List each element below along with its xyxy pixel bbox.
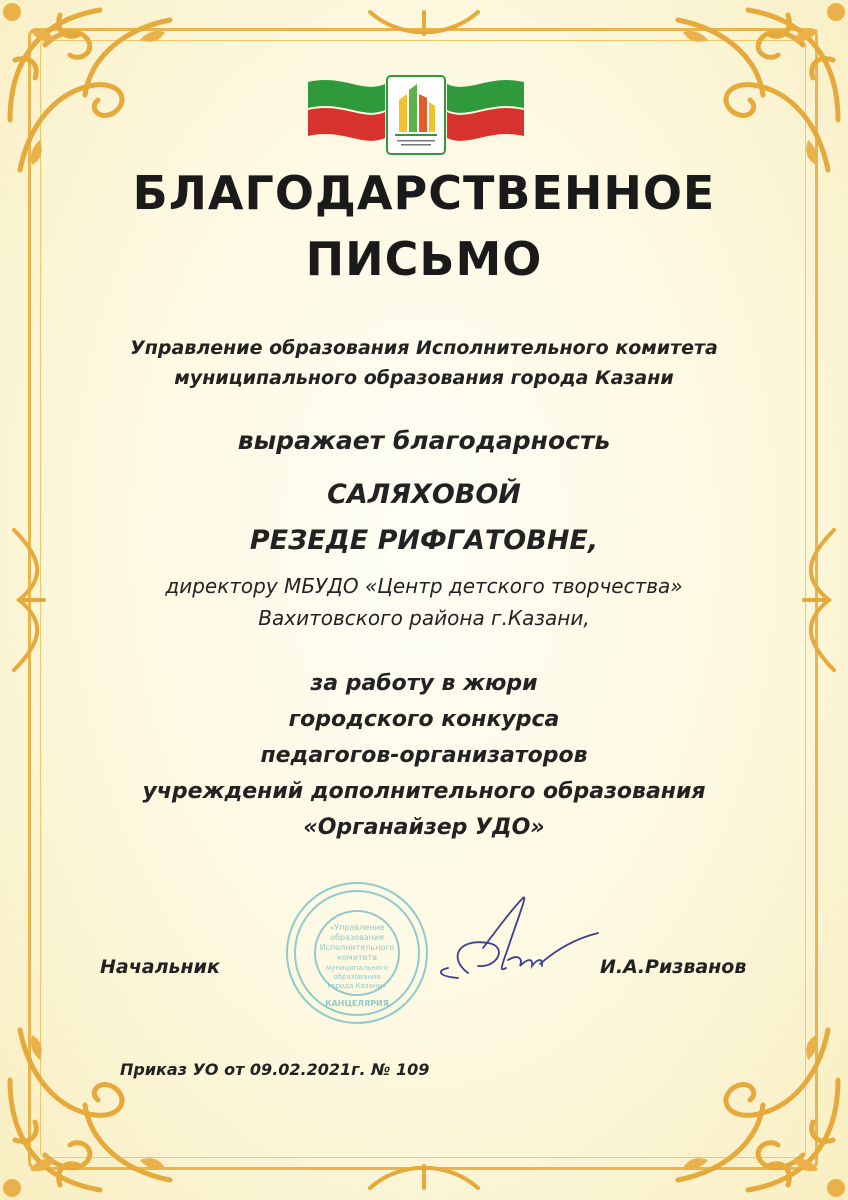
- handwritten-signature-icon: [428, 888, 603, 988]
- ornament-corner-icon: [0, 0, 190, 190]
- svg-text:образования: образования: [330, 933, 384, 942]
- official-stamp-icon: [282, 878, 432, 1028]
- document-title-line1: БЛАГОДАРСТВЕННОЕ: [132, 166, 716, 220]
- issuer-line2: муниципального образования города Казани: [174, 367, 674, 389]
- ornament-corner-icon: [0, 1010, 190, 1200]
- kazan-education-emblem-icon: [303, 72, 529, 162]
- reason-line: учреждений дополнительного образования: [142, 779, 706, 804]
- svg-text:комитета: комитета: [336, 953, 378, 962]
- order-reference: Приказ УО от 09.02.2021г. № 109: [120, 1060, 430, 1079]
- recipient-position-line1: директору МБУДО «Центр детского творчества»: [165, 574, 683, 598]
- svg-text:образования: образования: [333, 973, 381, 981]
- ornament-bottom-icon: [360, 1156, 488, 1196]
- recipient-position-line2: Вахитовского района г.Казани,: [258, 606, 590, 630]
- svg-text:Исполнительного: Исполнительного: [319, 943, 395, 952]
- reason-line: «Органайзер УДО»: [303, 815, 545, 840]
- svg-text:муниципального: муниципального: [325, 964, 389, 972]
- reason-line: педагогов-организаторов: [260, 743, 588, 768]
- issuer-line1: Управление образования Исполнительного комитета: [130, 337, 718, 359]
- recipient-given-names: РЕЗЕДЕ РИФГАТОВНЕ,: [249, 525, 599, 556]
- reason-line: городского конкурса: [288, 707, 560, 732]
- signature-name: И.А.Ризванов: [600, 956, 747, 978]
- document-title-line2: ПИСЬМО: [305, 232, 543, 286]
- ornament-corner-icon: [658, 1010, 848, 1200]
- ornament-top-icon: [360, 4, 488, 44]
- ornament-corner-icon: [658, 0, 848, 190]
- svg-text:города Казани»: города Казани»: [327, 982, 387, 990]
- reason-line: за работу в жюри: [310, 671, 538, 696]
- expresses-gratitude: выражает благодарность: [237, 426, 611, 455]
- signature-role: Начальник: [100, 956, 220, 978]
- svg-text:«Управление: «Управление: [329, 923, 385, 932]
- recipient-surname: САЛЯХОВОЙ: [327, 479, 521, 510]
- stamp-bottom-text: КАНЦЕЛЯРИЯ: [325, 999, 389, 1008]
